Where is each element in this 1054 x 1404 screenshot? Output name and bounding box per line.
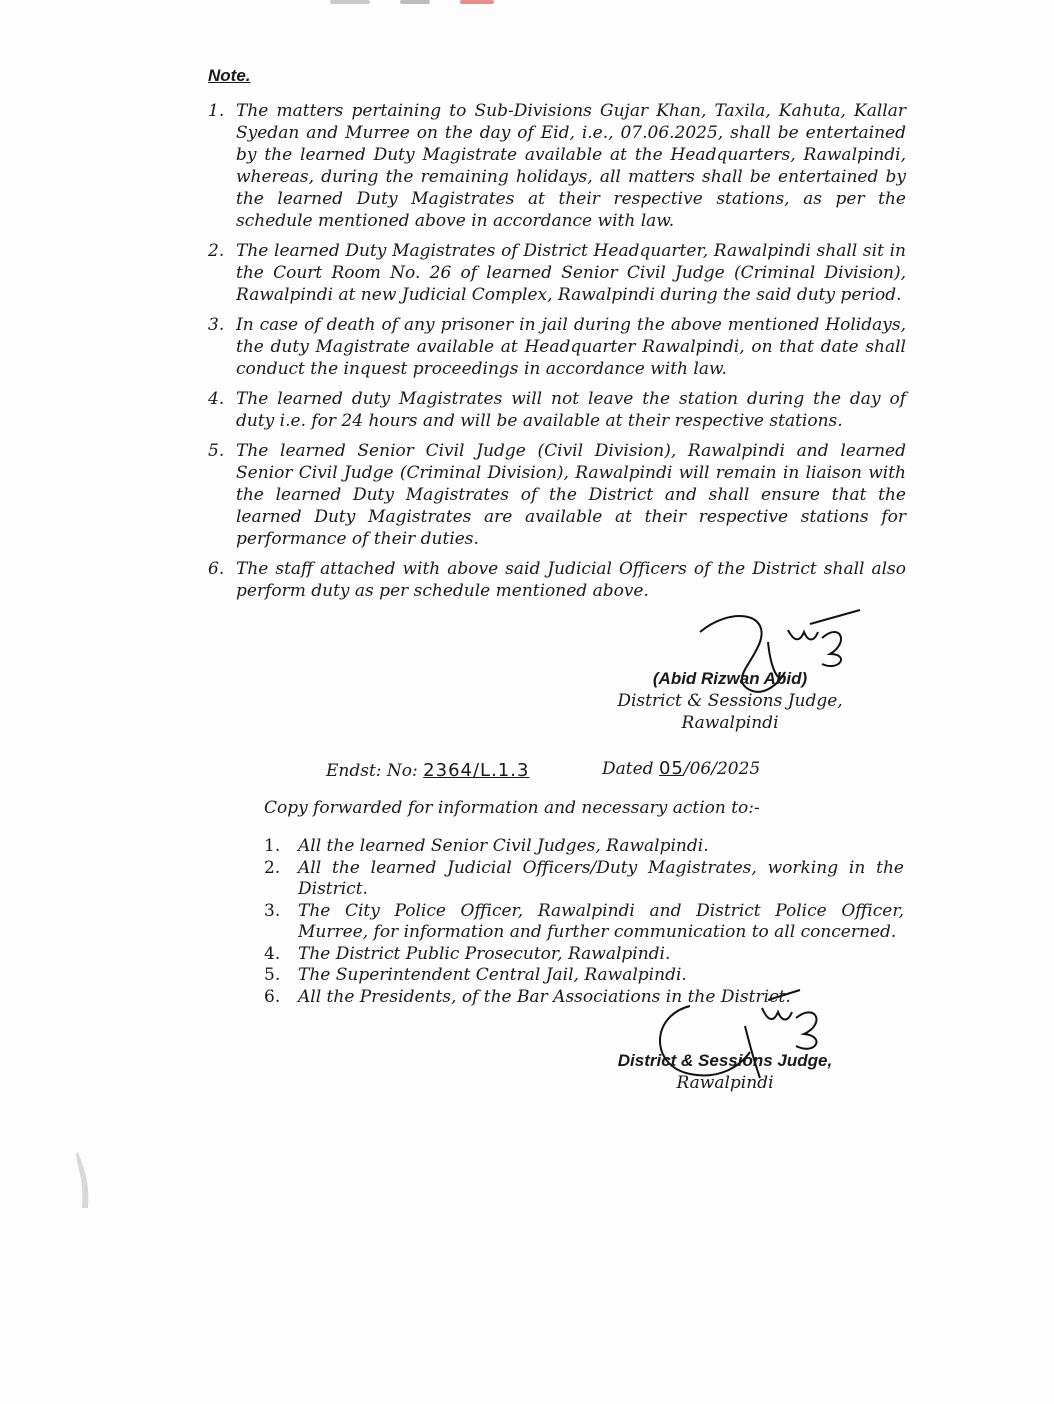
recipient-item: 5. The Superintendent Central Jail, Rawalpindi.: [264, 965, 687, 985]
scan-smudge: [74, 1150, 94, 1210]
closing-title: District & Sessions Judge,: [617, 1051, 833, 1070]
closing-signature-block: [590, 1050, 860, 1094]
note-item: 4. The learned duty Magistrates will not leave the station during the day of duty i.e. for 24 hours and will be available at their respective stations.: [208, 389, 906, 431]
note-item: 2. The learned Duty Magistrates of District Headquarter, Rawalpindi shall sit in the Court Room No. 26 of learned Senior Civil Judge (Criminal Division), Rawalpindi at new Judicial Complex, Rawalpindi during the said duty period.: [208, 241, 906, 305]
note-item: 3. In case of death of any prisoner in jail during the above mentioned Holidays, the duty Magistrate available at Headquarter Rawalpindi, on that date shall conduct the inquest proceedings in accordance with law.: [208, 315, 906, 379]
signatory-name: (Abid Rizwan Abid): [652, 669, 808, 688]
signatory-place: Rawalpindi: [681, 713, 779, 733]
recipient-item: 6. All the Presidents, of the Bar Associations in the District.: [264, 986, 791, 1007]
note-heading: Note.: [208, 66, 251, 85]
note-item: 5. The learned Senior Civil Judge (Civil Division), Rawalpindi and learned Senior Civil Judge (Criminal Division), Rawalpindi will remain in liaison with the learned Duty Magistrates of the District and shall ensure that the learned Duty Magistrates are available at their respective stations for performance of their duties.: [208, 441, 906, 549]
recipient-item: 3. The City Police Officer, Rawalpindi and District Police Officer, Murree, for information and further communication to all concerned.: [264, 900, 904, 942]
recipient-item: 4. The District Public Prosecutor, Rawalpindi.: [264, 943, 671, 964]
copy-forwarded-line: Copy forwarded for information and necessary action to:-: [264, 798, 760, 818]
recipients-list: [262, 836, 904, 1008]
endorsement-number: Endst: No: 2364/L.1.3: [326, 760, 530, 781]
recipient-item: 1. All the learned Senior Civil Judges, Rawalpindi.: [264, 836, 709, 856]
signatory-block: [600, 668, 860, 734]
recipient-item: 2. All the learned Judicial Officers/Duty Magistrates, working in the District.: [264, 857, 904, 899]
handwritten-day: 05: [658, 758, 684, 779]
closing-place: Rawalpindi: [676, 1073, 774, 1093]
notes-list: [206, 100, 906, 610]
handwritten-number: 2364/L.1.3: [423, 760, 530, 781]
top-edge-marks: [300, 0, 500, 6]
endorsement-date: Dated 05/06/2025: [602, 758, 761, 779]
signatory-designation: District & Sessions Judge,: [617, 691, 843, 711]
note-item: 1. The matters pertaining to Sub-Divisions Gujar Khan, Taxila, Kahuta, Kallar Syedan and Murree on the day of Eid, i.e., 07.06.2025, shall be entertained by the learned Duty Magistrate available at the Headquarters, Rawalpindi, whereas, during the remaining holidays, all matters shall be entertained by the learned Duty Magistrates at their respective stations, as per the schedule mentioned above in accordance with law.: [208, 101, 906, 231]
note-item: 6. The staff attached with above said Judicial Officers of the District shall also perform duty as per schedule mentioned above.: [208, 559, 906, 601]
